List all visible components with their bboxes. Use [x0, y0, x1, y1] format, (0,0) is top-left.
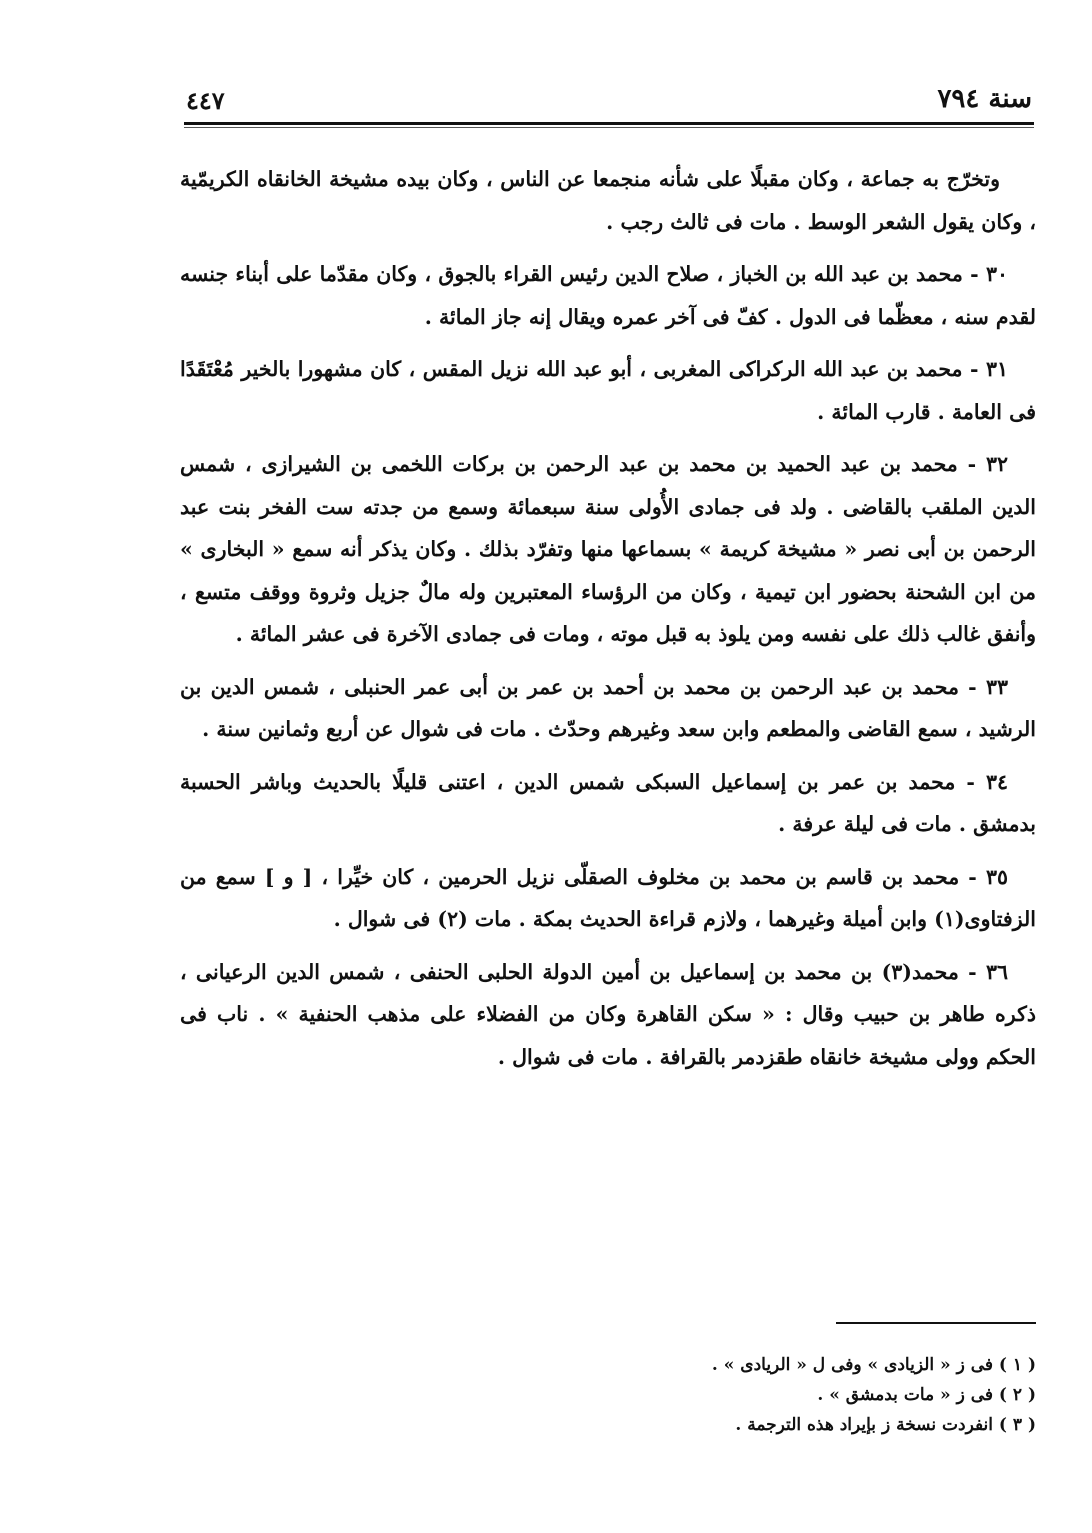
footnote-2: ( ٢ ) فى ز « مات بدمشق » .: [817, 1385, 1036, 1405]
entry-34: ٣٤ - محمد بن عمر بن إسماعيل السبكى شمس الدين ، اعتنى قليلًا بالحديث وباشر الحسبة بدمشق . مات فى ليلة عرفة .: [180, 769, 1036, 836]
header-rule-thin: [184, 127, 1034, 128]
page-number: ٤٤٧: [186, 86, 225, 115]
footnote-1: ( ١ ) فى ز « الزيادى » وفى ل « الريادى » .: [711, 1355, 1036, 1375]
paragraph-continuation: وتخرّج به جماعة ، وكان مقبلًا على شأنه منجمعا عن الناس ، وكان بيده مشيخة الخانقاه الكريمّية ، وكان يقول الشعر الوسط . مات فى ثالث رجب .: [180, 167, 1036, 234]
running-title: سنة ٧٩٤: [937, 84, 1032, 114]
entry-30: ٣٠ - محمد بن عبد الله بن الخباز ، صلاح الدين رئيس القراء بالجوق ، وكان مقدّما على أبناء جنسه لقدم سنه ، معظّما فى الدول . كفّ فى آخر عمره ويقال إنه جاز المائة .: [180, 262, 1036, 329]
entry-36: ٣٦ - محمد(٣) بن محمد بن إسماعيل بن أمين الدولة الحلبى الحنفى ، شمس الدين الرعيانى ، ذكره طاهر بن حبيب وقال : « سكن القاهرة وكان من الفضلاء على مذهب الحنفية » . ناب فى الحكم وولى مشيخة خانقاه طقزدمر بالقرافة . مات فى شوال .: [180, 959, 1036, 1069]
page-header: [186, 84, 1032, 124]
entry-33: ٣٣ - محمد بن عبد الرحمن بن محمد بن أحمد بن عمر بن أبى عمر الحنبلى ، شمس الدين بن الرشيد ، سمع القاضى والمطعم وابن سعد وغيرهم وحدّث . مات فى شوال عن أربع وثمانين سنة .: [180, 674, 1036, 741]
header-rule: [184, 122, 1034, 125]
footnotes: [560, 1350, 1036, 1440]
entry-35: ٣٥ - محمد بن قاسم بن محمد بن مخلوف الصقلّى نزيل الحرمين ، كان خيِّرا ، [ و ] سمع من الزفتاوى(١) وابن أميلة وغيرهما ، ولازم قراءة الحديث بمكة . مات (٢) فى شوال .: [180, 864, 1036, 931]
main-text: [180, 158, 1036, 1088]
entry-32: ٣٢ - محمد بن عبد الحميد بن محمد بن عبد الرحمن بن بركات اللخمى بن الشيرازى ، شمس الدين الملقب بالقاضى . ولد فى جمادى الأُولى سنة سبعمائة وسمع من جدته ست الفخر بنت عبد الرحمن بن أبى نصر « مشيخة كريمة » بسماعها منها وتفرّد بذلك . وكان يذكر أنه سمع « البخارى » من ابن الشحنة بحضور ابن تيمية ، وكان من الرؤساء المعتبرين وله مالٌ جزيل وثروة ووقف متسع ، وأنفق غالب ذلك على نفسه ومن يلوذ به قبل موته ، ومات فى جمادى الآخرة فى عشر المائة .: [180, 452, 1036, 646]
entry-31: ٣١ - محمد بن عبد الله الركراكى المغربى ، أبو عبد الله نزيل المقس ، كان مشهورا بالخير مُعْتَقَدًا فى العامة . قارب المائة .: [180, 357, 1036, 424]
footnote-3: ( ٣ ) انفردت نسخة ز بإيراد هذه الترجمة .: [735, 1415, 1036, 1435]
footnote-rule: [836, 1322, 1036, 1324]
